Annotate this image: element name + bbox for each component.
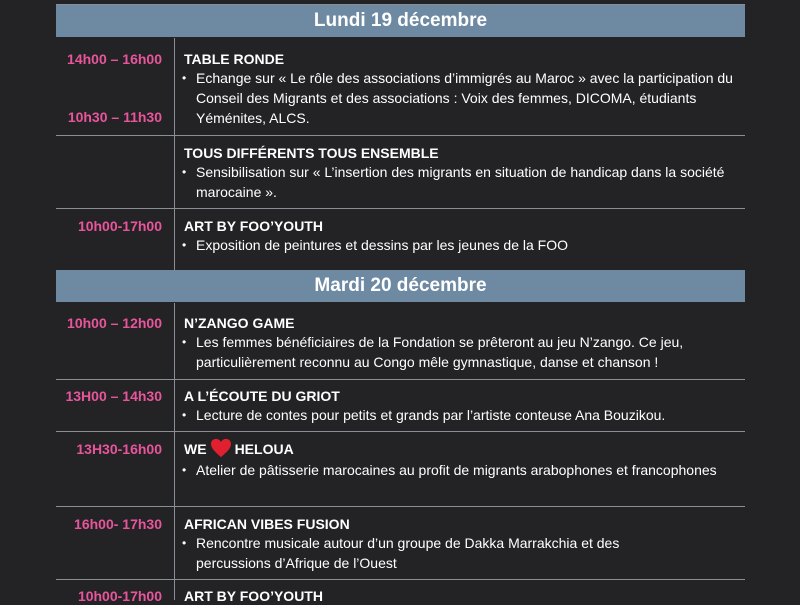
event-description: Exposition de peintures et dessins par les jeunes de la FOO [196,237,568,253]
column-divider [174,38,175,270]
bullet-icon: • [182,165,187,179]
event-title: N’ZANGO GAME [184,315,295,331]
row-divider [56,135,745,136]
event-time: 10h00-17h00 [77,588,162,604]
event-description: Atelier de pâtisserie marocaines au profit de migrants arabophones et francophones [196,462,717,478]
row-divider [56,506,745,507]
event-title [184,438,294,458]
event-title: AFRICAN VIBES FUSION [184,516,350,532]
event-time: 13H30-16h00 [76,441,162,457]
row-divider [56,431,745,432]
bullet-icon: • [182,71,187,85]
event-time: 14h00 – 16h00 [67,51,162,67]
event-description: Sensibilisation sur « L’insertion des migrants en situation de handicap dans la société marocaine ». [196,164,725,200]
event-time: 13H00 – 14h30 [65,388,162,404]
event-title: TABLE RONDE [184,51,285,67]
event-time: 10h00-17h00 [77,218,162,234]
event-description: Les femmes bénéficiaires de la Fondation se prêteront au jeu N’zango. Ce jeu, particulièrement reconnu au Congo mêle gymnastique, danse et chanson ! [196,334,684,370]
event-description: Lecture de contes pour petits et grands par l’artiste conteuse Ana Bouzikou. [196,407,666,423]
event-title: A L’ÉCOUTE DU GRIOT [184,388,340,404]
event-title: ART BY FOO’YOUTH [184,588,323,604]
day-header-tuesday: Mardi 20 décembre [56,270,745,302]
heart-icon [210,438,232,458]
event-time: 10h30 – 11h30 [67,109,162,125]
event-title: ART BY FOO’YOUTH [184,218,323,234]
bullet-icon: • [182,238,187,252]
event-title-prefix: WE [184,441,207,457]
event-time: 10h00 – 12h00 [67,315,162,331]
bullet-icon: • [182,335,187,349]
row-divider [56,208,745,209]
event-description: Rencontre musicale autour d’un groupe de Dakka Marrakchia et des percussions d’Afrique de l’Ouest [196,535,620,571]
day-header-monday: Lundi 19 décembre [56,5,745,37]
event-title-suffix: HELOUA [234,441,294,457]
column-divider [174,303,175,600]
bullet-icon: • [182,408,187,422]
row-divider [56,379,745,380]
event-title: TOUS DIFFÉRENTS TOUS ENSEMBLE [184,145,439,161]
bullet-icon: • [182,463,187,477]
row-divider [56,579,745,580]
bullet-icon: • [182,536,187,550]
event-description: Echange sur « Le rôle des associations d’immigrés au Maroc » avec la participation du Conseil des Migrants et des associations : Voix des femmes, DICOMA, étudiants Yéménites, ALCS. [196,70,733,126]
event-time: 16h00- 17h30 [74,516,162,532]
